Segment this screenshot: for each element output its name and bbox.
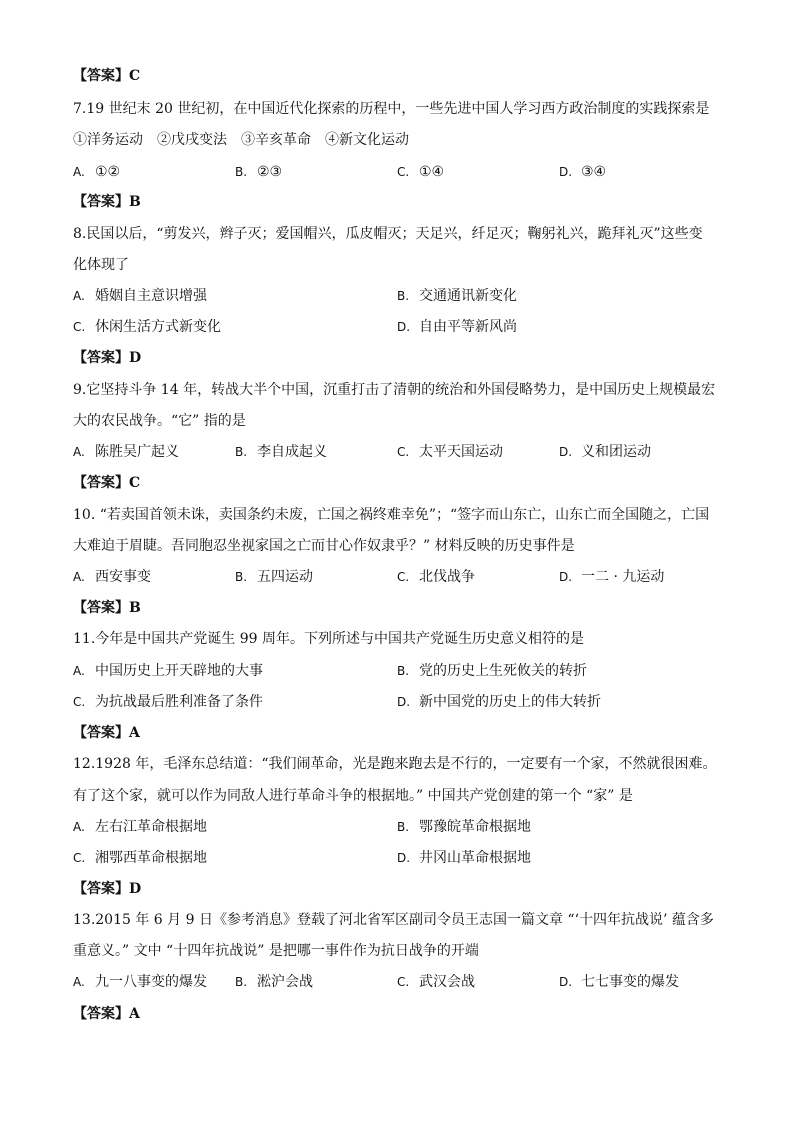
q10-option-b	[235, 568, 313, 586]
question-13-stem-line2: 重意义。” 文中 “十四年抗战说” 是把哪一事件作为抗日战争的开端	[73, 943, 479, 959]
option-text: 义和团运动	[581, 444, 651, 460]
q13-option-d	[559, 973, 679, 991]
option-key: B.	[397, 664, 410, 678]
q9-option-d	[559, 443, 651, 461]
option-key: B.	[235, 975, 248, 989]
answer-6: 【答案】C	[73, 68, 141, 84]
q12-option-b	[397, 818, 531, 836]
option-text: 为抗战最后胜利准备了条件	[95, 694, 263, 710]
answer-9: 【答案】C	[73, 475, 141, 491]
option-key: B.	[397, 820, 410, 834]
q13-option-a	[73, 973, 207, 991]
q12-option-a	[73, 818, 207, 836]
q8-option-a	[73, 287, 207, 305]
q9-option-a	[73, 443, 179, 461]
option-key: A.	[73, 445, 85, 459]
option-key: C.	[73, 320, 86, 334]
q11-option-c	[73, 693, 263, 711]
option-text: 中国历史上开天辟地的大事	[95, 663, 263, 679]
option-key: C.	[397, 975, 410, 989]
q11-option-b	[397, 662, 587, 680]
option-text: 五四运动	[257, 569, 313, 585]
option-key: B.	[235, 165, 248, 179]
option-key: C.	[397, 165, 410, 179]
option-key: D.	[559, 165, 573, 179]
option-text: 一二 · 九运动	[581, 569, 665, 585]
option-text: 九一八事变的爆发	[95, 974, 207, 990]
question-13-stem-line1: 13.2015 年 6 月 9 日《参考消息》登载了河北省军区副司令员王志国一篇文章 “‘十四年抗战说’ 蕴含多	[73, 912, 714, 928]
question-10-stem-line1: 10. “若卖国首领未诛，卖国条约未废，亡国之祸终难幸免”；“签字而山东亡，山东亡而全国随之，亡国	[73, 507, 710, 523]
answer-7: 【答案】B	[73, 194, 141, 210]
option-text: ①④	[419, 164, 445, 180]
option-key: A.	[73, 820, 85, 834]
option-key: A.	[73, 570, 85, 584]
answer-11: 【答案】A	[73, 725, 140, 741]
question-9-stem-line1: 9.它坚持斗争 14 年，转战大半个中国，沉重打击了清朝的统治和外国侵略势力，是中国历史上规模最宏	[73, 382, 716, 398]
option-text: 党的历史上生死攸关的转折	[419, 663, 587, 679]
question-10-stem-line2: 大难迫于眉睫。吾同胞忍坐视家国之亡而甘心作奴隶乎？” 材料反映的历史事件是	[73, 538, 575, 554]
option-key: D.	[397, 851, 411, 865]
option-text: 湘鄂西革命根据地	[95, 850, 207, 866]
option-key: C.	[73, 851, 86, 865]
answer-12: 【答案】D	[73, 881, 142, 897]
option-text: 武汉会战	[419, 974, 475, 990]
option-text: 交通通讯新变化	[419, 288, 517, 304]
q9-option-c	[397, 443, 503, 461]
q10-option-d	[559, 568, 664, 586]
question-9-stem-line2: 大的农民战争。“它” 指的是	[73, 413, 246, 429]
q11-option-a	[73, 662, 263, 680]
q7-option-c	[397, 163, 444, 181]
option-text: ②③	[257, 164, 283, 180]
question-11-stem: 11.今年是中国共产党诞生 99 周年。下列所述与中国共产党诞生历史意义相符的是	[73, 631, 584, 647]
option-key: A.	[73, 664, 85, 678]
q7-option-a	[73, 163, 120, 181]
question-12-stem-line1: 12.1928 年，毛泽东总结道：“我们闹革命，光是跑来跑去是不行的，一定要有一个家，不然就很困难。	[73, 756, 717, 772]
option-key: C.	[397, 445, 410, 459]
q7-option-b	[235, 163, 282, 181]
option-key: A.	[73, 289, 85, 303]
q12-option-c	[73, 849, 207, 867]
option-text: 七七事变的爆发	[581, 974, 679, 990]
q10-option-a	[73, 568, 151, 586]
option-key: B.	[235, 445, 248, 459]
q8-option-b	[397, 287, 517, 305]
question-7-stem: 7.19 世纪末 20 世纪初，在中国近代化探索的历程中，一些先进中国人学习西方政治制度的实践探索是	[73, 101, 710, 117]
q13-option-b	[235, 973, 313, 991]
option-key: D.	[559, 975, 573, 989]
answer-13: 【答案】A	[73, 1006, 140, 1022]
option-key: A.	[73, 975, 85, 989]
question-12-stem-line2: 有了这个家，就可以作为同敌人进行革命斗争的根据地。” 中国共产党创建的第一个 “家” 是	[73, 788, 633, 804]
option-text: 陈胜吴广起义	[95, 444, 179, 460]
option-text: 淞沪会战	[257, 974, 313, 990]
q12-option-d	[397, 849, 531, 867]
q11-option-d	[397, 693, 601, 711]
option-text: 自由平等新风尚	[419, 319, 517, 335]
option-text: 鄂豫皖革命根据地	[419, 819, 531, 835]
option-text: 李自成起义	[257, 444, 327, 460]
option-key: D.	[397, 320, 411, 334]
option-key: A.	[73, 165, 85, 179]
option-text: ③④	[581, 164, 607, 180]
option-key: D.	[559, 445, 573, 459]
option-text: ①②	[95, 164, 121, 180]
option-text: 西安事变	[95, 569, 151, 585]
option-text: 井冈山革命根据地	[419, 850, 531, 866]
q8-option-d	[397, 318, 517, 336]
option-key: D.	[559, 570, 573, 584]
question-7-items: ①洋务运动 ②戊戌变法 ③辛亥革命 ④新文化运动	[73, 132, 409, 148]
q13-option-c	[397, 973, 475, 991]
option-text: 婚姻自主意识增强	[95, 288, 207, 304]
answer-8: 【答案】D	[73, 350, 142, 366]
q10-option-c	[397, 568, 475, 586]
question-8-stem-line1: 8.民国以后，“剪发兴，辫子灭；爱国帽兴，瓜皮帽灭；天足兴，纤足灭；鞠躬礼兴，跪拜礼灭”这些变	[73, 226, 703, 242]
q7-option-d	[559, 163, 606, 181]
option-text: 休闲生活方式新变化	[95, 319, 221, 335]
option-key: B.	[397, 289, 410, 303]
option-key: C.	[397, 570, 410, 584]
option-text: 北伐战争	[419, 569, 475, 585]
option-text: 新中国党的历史上的伟大转折	[419, 694, 601, 710]
answer-10: 【答案】B	[73, 600, 141, 616]
option-key: B.	[235, 570, 248, 584]
option-key: C.	[73, 695, 86, 709]
q8-option-c	[73, 318, 221, 336]
question-8-stem-line2: 化体现了	[73, 257, 129, 273]
option-key: D.	[397, 695, 411, 709]
q9-option-b	[235, 443, 327, 461]
option-text: 左右江革命根据地	[95, 819, 207, 835]
option-text: 太平天国运动	[419, 444, 503, 460]
